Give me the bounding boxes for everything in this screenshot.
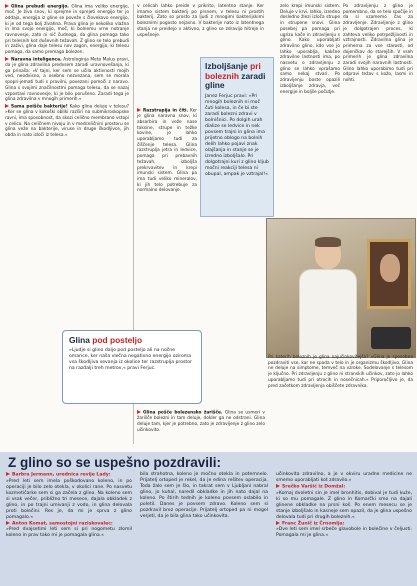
red-arrow-icon	[137, 108, 141, 112]
subhead: Sama poišče bakterije!	[11, 104, 68, 110]
testimonial-text: »Pred dvajsetimi leti sem si pri nogometu zlomil koleno in prav tako mi je pomagala glina.«	[6, 527, 132, 538]
callout-izboljsanje	[200, 57, 274, 217]
red-arrow-icon	[5, 104, 9, 108]
paragraph-text: Pri katerih boleznih je glina najučinkovitejša? »Glina je sposobna pozdraviti vse, kar ne spada v telo in je organizmu škodljivo. Glina ne deluje na simptome, temveč na vzroke. Sodelovanje s telesom je ključno. Pri zdravljenju z glino ni stranskih učinkov, zato jo lahko uporabljamo tudi pri otrocih in nosečnicah.« Priporočljivo je, da pred začetkom zdravljenja obiščete zdravnika.	[268, 355, 413, 389]
red-arrow-icon	[276, 484, 280, 488]
paragraph	[5, 57, 129, 103]
testimonial-text: »Dve leti sem imel srbeče glavobole in bolečine v čeljusti. Pomagala mi je glina.«	[276, 527, 412, 538]
callout-title: Izboljšanje pri boleznih zaradi gline	[205, 61, 266, 91]
red-arrow-icon	[5, 4, 9, 8]
testimonial-column-1	[6, 472, 132, 539]
photo-janez-ferjuc	[266, 218, 416, 358]
paragraph-text: Glina se usmeri v žarišče bolezni in tam deluje, dokler ga ne odstrani. Glina deluje tam, kjer je potrebno, zato je zdravljenje z glino zelo učinkovito.	[137, 410, 265, 433]
red-arrow-icon	[6, 472, 10, 476]
red-arrow-icon	[5, 57, 9, 61]
article-column-center	[137, 108, 197, 348]
photo-painting	[367, 239, 411, 309]
paragraph-text: Glina ima veliko energije, moč. Je živa snov, ki sprejme in sprejeti energijo ter jo oddaja, energija iz gline se poveže s človekovo energijo, ki je od tega bolj živahna. Prava glina je nekoliko vlažna in ima svojo energijo, moč, ki bolnemu vrne notranje ravnovesje, zato ni nič čudnega, da glina pomaga tako pri telesnih kot duševnih težavah. Z glino se telo prebudi in zaživi, glina daje telesu nov zagon, energijo, ki telesu pomaga, da samo premaga bolezen.	[5, 4, 129, 56]
testimonial-text: učinkovita zdravilno, a je v okviru uradne medicine ne smemo uporabljati kot zdravilo.«	[276, 472, 412, 483]
testimonial-text: »Komaj dvoletni sin je imel bronhitis, dobival je tudi kuže, ki so mu pomagale. Z glino in Komarčki smo na dajali glinene obkladke na prsni koš. Po enem mesecu se je stanje izboljšalo in kasneje sem opazil, da je glina uspešno delovala tudi pri drugih boleznih.«	[276, 490, 412, 520]
callout-quote: Janez Ferjuc pravi: »Pri mnogih boleznih ni moč čuti kolesa, in če bi ste zaradi bolezni zdravi v bolnišnici. Po dolgih urah dialize se ledvice in nek povsem trajni in glina ima prijetno oblogo na bolnih delih lahko pojavi znak olajšanja in stanje se je izredno izboljšalo. Pri dolgotrajni kuri z glino kljub močni reakciji telesa ni obupal, ampak je vztrajal!«	[205, 93, 269, 177]
subhead: Glina pošče bolezensko žarišče.	[143, 410, 223, 416]
testimonials-band	[0, 452, 417, 586]
box-glina-pod-posteljo	[62, 330, 202, 404]
red-arrow-icon	[6, 521, 10, 525]
testimonial-text: »Pred leti sem imela poškodovano koleno, in po operaciji je bilo zelo otekla, v okolici rane. Po nasvetu kozmetičarke sem si ga začela z glino. Na koleno sem si vsak večer, približno tri mesece, dajala obkladek z glino, in po trajni umivanji z vodo, in glina delovala proti bolečini. Res je, da mi je sprva z glino pomagalo.«	[6, 478, 132, 520]
paragraph-text: Astrologinja Meta Malus pravi, da je glina zdravilna predvsem zaradi uravnovešanja, ki ga prinaša: »V tajni, ker sem se učila aktivnosti mojih ved, neodvisno, a osebno nezvezana, sem se morala spopri-jemati tudi s pravilni, povezani pomoči z naravo. Glina s svojimi značilnostmi pomaga telesu, da se nazaj vzpostavi ravnovesje, ki je bilo porušeno. Zaradi tega je glina zdravilna v mnogih primerih.«	[5, 57, 129, 103]
article-column-bottom-center	[137, 410, 265, 446]
box-title: Glina pod posteljo	[69, 335, 143, 345]
testimonial-name: Franc Žunič iz Črnomlja:	[282, 521, 345, 526]
paragraph	[5, 104, 129, 139]
article-column-bottom-right	[268, 355, 413, 450]
paragraph-text: Po zdravljenju z glino je pomembno, da se telo spočije in da si vzamemo čas za zdravljenje. Zdravljenje z glino je dolgotrajen proces, ki zahteva veliko potrpežljivosti in vztrajnosti. Zdravilna glina je primerna za vse starosti, od dojenčkov do starejših. V vseh primerih je glina zdravilna zaradi svojih naravnih lastnosti. Glino lahko uporabimo tudi pri odpravi težav s kožo, lasmi in nohti.	[343, 4, 413, 84]
testimonial-name: Srečko Varšić iz Domžal:	[282, 484, 346, 490]
paragraph-text: Kako glina deluje v telesu? »Ker se glina v kokoški obliki razširi na submikroskopske ravni, ima sposobnost, da skozi celično membrano vstopi v celico. Na celičnem nivoju in v medceličnini prostoru se glina veže na bakterije, viruse in druge škodljivce, jih obda in nato izloči iz telesa.«	[5, 104, 129, 138]
testimonials-headline: Z glino so se uspešno pozdravili:	[8, 455, 222, 470]
red-arrow-icon	[276, 521, 280, 525]
subhead: Razstrupija in čiti.	[143, 108, 189, 114]
box-quote: »Ljudje si glino daljo pod posteljo ali na nočne omarice, ker naša vlečna negativno energijo oziroma vsa škodljiva sevanja iz okolice ter razstruplja prostor na razdalji treh metrov,« pravi Ferjuc.	[69, 348, 192, 371]
testimonial-column-2	[140, 472, 268, 520]
testimonial-text: bila strahotna, koleno je močno otekla in potemnelo. Prijatelj ortoped je rekel, da je edina rešitev operacija. Toda žalo sem je šlo, in takrat sem v Ljubljani nabral glino, jo kuhal, naredil obkladke in jih nato dajal na koleno. Po štirih tednih je koleno povsem oslabilo in poletil. Danes je povsem zdravo. Koleno sem si pozdravil brez operacije. Prijatelj ortoped pa ni mogel verjeti, da je bila glina tako učinkovita.	[140, 472, 268, 519]
article-column-center-top	[137, 4, 264, 62]
testimonial-name: Barbra Jermann, urednica revije Lady:	[12, 472, 111, 478]
testimonial-name: Anton Komat, samostojni raziskovalec:	[12, 521, 113, 526]
paragraph-text: zelo krepi imunski sistem. Deluje v krvi, lahko, izredno dosledno žlezi izloča strupe in strupene snovi. Glina posebej pa pomaga pri ugrizu kače in zdravljenju s glino. Kako uporabljati zdravilno glino, kdo vse jo lahko uporablja, kakšne zdravilne lastnosti ima, po nasvetu o zdravljenju z glino se lahko vprašamo samo nekaj stvari. Po zdravljenju boste opazili izboljšanje zdravja, več energije in boljše počutje.	[280, 4, 340, 95]
paragraph-text: Ker je glina naravna snov, ki absorbira in veže nase toksine, strupe in težke kovine, jo lahko uporabljamo tudi za čiščenje telesa. Glina razstruplja jetra in ledvice, pomaga pri prebavnih težavah, izboljša prekrvavitev in krepi imunski sistem. Glina pa ima tudi veliko mineralov, ki jih telo potrebuje za normalno delovanje.	[137, 108, 198, 194]
photo-person	[297, 239, 357, 358]
subhead: Glina prebudi energijo.	[11, 4, 69, 10]
testimonial-column-3	[276, 472, 412, 539]
paragraph-text: v celicah lahko preide v prikrito, latentno stanje. Ker imamo sistem bakterij po prsnem, v telesu ni prostih bakterij. Zato so prosto za ljudi z mnogimi bakterijskimi boleznimi pogosto nejasno. V bakterije nato iz latentnega stanja ne preidejo v aktivno, z glino se zdravijo hitreje in uspešneje.	[137, 4, 264, 38]
photo-typewriter	[371, 327, 411, 349]
red-arrow-icon	[137, 410, 141, 414]
paragraph	[5, 4, 129, 56]
subhead: Naravna inteligenca.	[11, 57, 62, 63]
